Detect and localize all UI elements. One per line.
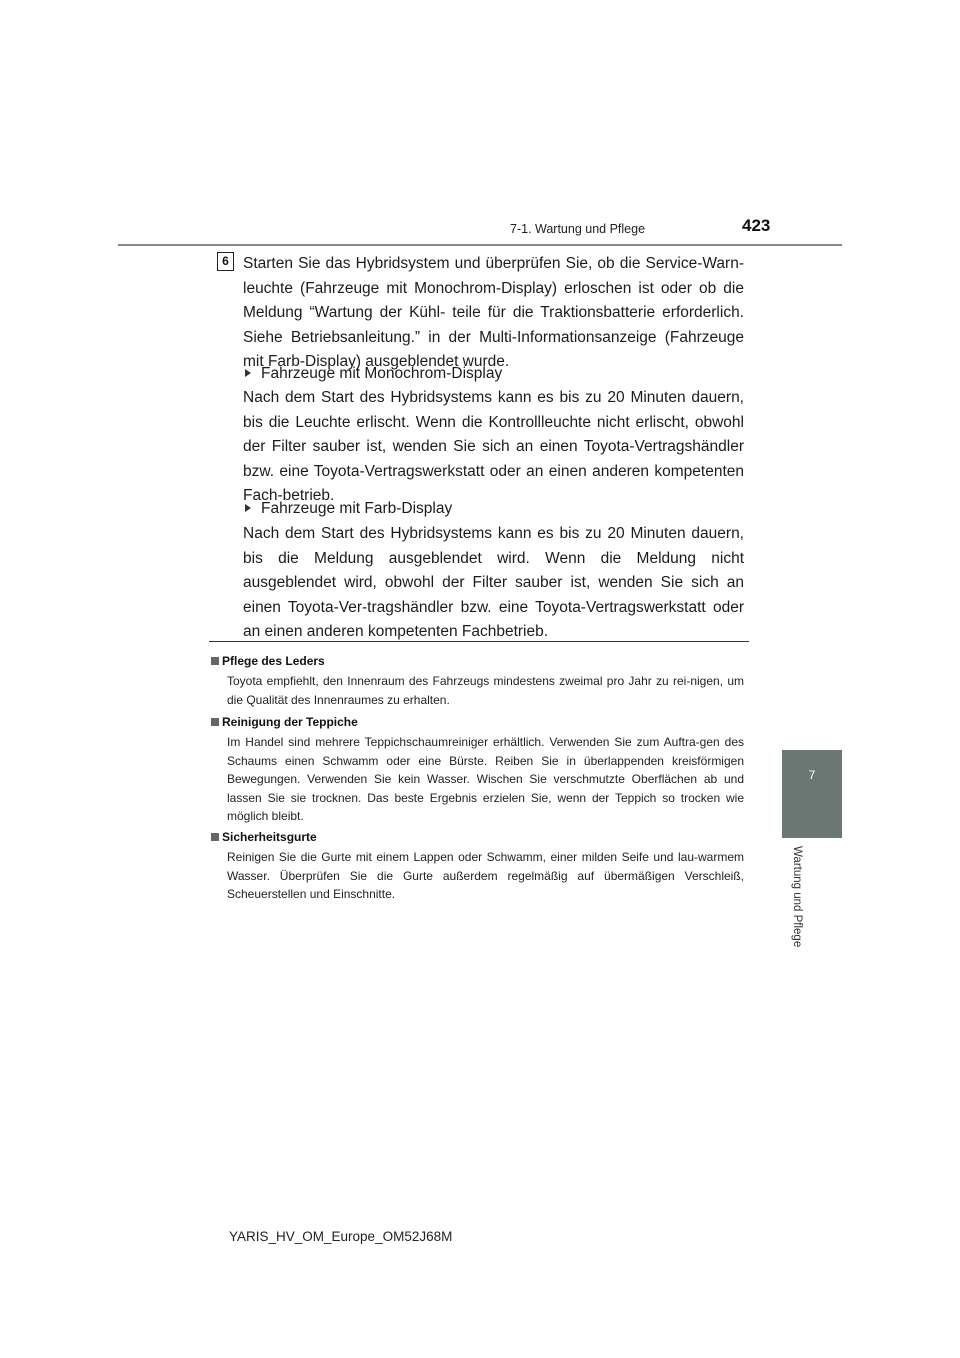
chapter-tab-label: Wartung und Pflege <box>791 846 803 948</box>
section-divider <box>209 641 749 642</box>
step-text: Starten Sie das Hybridsystem und überprüfen Sie, ob die Service-Warn-leuchte (Fahrzeuge mit Monochrom-Display) erloschen ist oder ob die Meldung “Wartung der Kühl- teile für die Traktionsbatterie erforderlich. Siehe Betriebsanleitung.” in der Multi-Informationsanzeige (Fahrzeuge mit Farb-Display) ausgeblendet wurde. <box>243 255 744 370</box>
note-text: Im Handel sind mehrere Teppichschaumreiniger erhältlich. Verwenden Sie zum Auftra-gen des Schaums einen Schwamm oder eine Bürste. Reiben Sie in überlappenden kreisförmigen Bewegungen. Verwenden Sie kein Wasser. Wischen Sie verschmutzte Oberflächen ab und lassen Sie sie trocknen. Das beste Ergebnis erzielen Sie, wenn der Teppich so trocken wie möglich bleibt. <box>227 735 744 823</box>
note-heading-text: Reinigung der Teppiche <box>222 715 358 729</box>
document-code: YARIS_HV_OM_Europe_OM52J68M <box>229 1229 453 1244</box>
sub-item-heading-text: Fahrzeuge mit Farb-Display <box>261 500 453 517</box>
square-bullet-icon <box>211 718 219 726</box>
chapter-tab-number: 7 <box>808 768 816 782</box>
section-title: 7-1. Wartung und Pflege <box>510 222 646 236</box>
step-number-badge: 6 <box>217 252 234 271</box>
triangle-bullet-icon <box>245 369 251 377</box>
note-heading <box>211 654 325 668</box>
triangle-bullet-icon <box>245 504 251 512</box>
sub-item-text: Nach dem Start des Hybridsystems kann es bis zu 20 Minuten dauern, bis die Leuchte erlischt. Wenn die Kontrollleuchte nicht erlischt, obwohl der Filter sauber ist, wenden Sie sich an einen Toyota-Vertragshändler bzw. eine Toyota-Vertragswerkstatt oder an einen anderen kompetenten Fach-betrieb. <box>243 389 744 504</box>
page-number: 423 <box>742 216 771 235</box>
header-divider <box>118 244 842 246</box>
sub-item-text: Nach dem Start des Hybridsystems kann es bis zu 20 Minuten dauern, bis die Meldung ausgeblendet wird. Wenn die Meldung nicht ausgeblendet wird, obwohl der Filter sauber ist, wenden Sie sich an einen Toyota-Ver-tragshändler bzw. eine Toyota-Vertragswerkstatt oder an einen anderen kompetenten Fachbetrieb. <box>243 525 744 640</box>
note-heading-text: Sicherheitsgurte <box>222 830 317 844</box>
note-heading <box>211 830 317 844</box>
note-heading <box>211 715 358 729</box>
chapter-tab <box>782 750 842 838</box>
square-bullet-icon <box>211 833 219 841</box>
sub-item-heading <box>243 497 452 522</box>
sub-item-heading-text: Fahrzeuge mit Monochrom-Display <box>261 365 503 382</box>
note-text: Toyota empfiehlt, den Innenraum des Fahrzeugs mindestens zweimal pro Jahr zu rei-nigen, um die Qualität des Innenraumes zu erhalten. <box>227 674 744 707</box>
square-bullet-icon <box>211 657 219 665</box>
sub-item-heading <box>243 362 502 387</box>
note-heading-text: Pflege des Leders <box>222 654 325 668</box>
note-text: Reinigen Sie die Gurte mit einem Lappen oder Schwamm, einer milden Seife und lau-warmem Wasser. Überprüfen Sie die Gurte außerdem regelmäßig auf übermäßigen Verschleiß, Scheuerstellen und Einschnitte. <box>227 850 744 901</box>
